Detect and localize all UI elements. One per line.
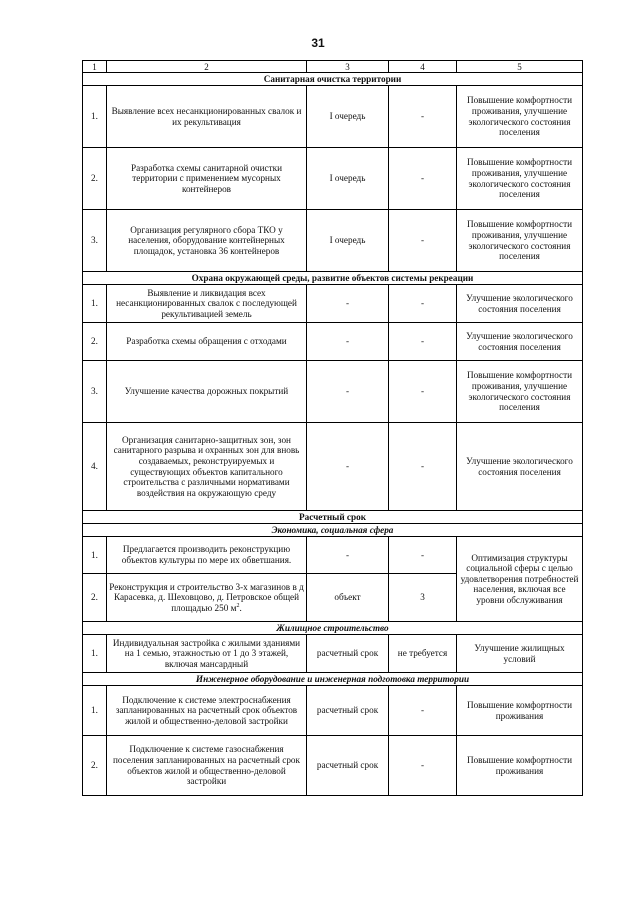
measure-term: I очередь (307, 148, 389, 210)
measure-result: Оптимизация структуры социальной сферы с целью удовлетворения потребностей населения, включая все уровни обслуживания (457, 537, 583, 622)
column-number-row (83, 61, 583, 73)
measure-result: Улучшение экологического состояния поселения (457, 323, 583, 361)
table-row (83, 210, 583, 272)
column-number: 1 (83, 61, 107, 73)
measure-quantity: - (389, 423, 457, 511)
measure-term: - (307, 323, 389, 361)
table-row (83, 635, 583, 673)
measure-description: Предлагается производить реконструкцию объектов культуры по мере их обветшания. (107, 537, 307, 574)
measure-term: I очередь (307, 86, 389, 148)
row-number: 3. (83, 210, 107, 272)
section-row (83, 524, 583, 537)
description-tail: . (239, 602, 242, 613)
measure-quantity: 3 (389, 574, 457, 622)
measure-quantity: - (389, 86, 457, 148)
measure-description: Организация санитарно-защитных зон, зон санитарного разрыва и охранных зон для вновь создаваемых, реконструируемых и существующих объектов капитального строительства с различными нормативами воздействия на окружающую среду (107, 423, 307, 511)
row-number: 1. (83, 285, 107, 323)
measure-quantity: - (389, 361, 457, 423)
measure-result: Повышение комфортности проживания (457, 736, 583, 796)
column-number: 3 (307, 61, 389, 73)
table-row (83, 86, 583, 148)
measure-result: Улучшение экологического состояния поселения (457, 285, 583, 323)
row-number: 1. (83, 635, 107, 673)
superscript: 2 (236, 602, 240, 609)
table-row (83, 537, 583, 574)
column-number: 4 (389, 61, 457, 73)
measure-quantity: - (389, 285, 457, 323)
section-title: Инженерное оборудование и инженерная подготовка территории (83, 673, 583, 686)
section-title: Санитарная очистка территории (83, 73, 583, 86)
column-number: 2 (107, 61, 307, 73)
measure-term: - (307, 361, 389, 423)
section-title: Экономика, социальная сфера (83, 524, 583, 537)
section-row (83, 673, 583, 686)
measure-description: Индивидуальная застройка с жилыми зданиями на 1 семью, этажностью от 1 до 3 этажей, включая мансардный (107, 635, 307, 673)
row-number: 3. (83, 361, 107, 423)
measure-description: Разработка схемы санитарной очистки территории с применением мусорных контейнеров (107, 148, 307, 210)
table-row (83, 361, 583, 423)
measure-quantity: - (389, 736, 457, 796)
column-number: 5 (457, 61, 583, 73)
measure-result: Улучшение экологического состояния поселения (457, 423, 583, 511)
measure-term: объект (307, 574, 389, 622)
row-number: 1. (83, 86, 107, 148)
page-number: 31 (311, 36, 325, 50)
measure-term: расчетный срок (307, 736, 389, 796)
measure-description: Улучшение качества дорожных покрытий (107, 361, 307, 423)
table-row (83, 148, 583, 210)
section-row (83, 73, 583, 86)
row-number: 1. (83, 537, 107, 574)
measure-description: Организация регулярного сбора ТКО у населения, оборудование контейнерных площадок, установка 36 контейнеров (107, 210, 307, 272)
section-row (83, 272, 583, 285)
measure-quantity: - (389, 148, 457, 210)
measures-table (82, 60, 583, 796)
row-number: 1. (83, 686, 107, 736)
measure-term: расчетный срок (307, 635, 389, 673)
table-row (83, 423, 583, 511)
table-row (83, 736, 583, 796)
section-title: Охрана окружающей среды, развитие объектов системы рекреации (83, 272, 583, 285)
measure-description (107, 574, 307, 622)
measure-quantity: - (389, 686, 457, 736)
row-number: 2. (83, 323, 107, 361)
measure-description: Подключение к системе электроснабжения запланированных на расчетный срок объектов жилой и общественно-деловой застройки (107, 686, 307, 736)
row-number: 2. (83, 574, 107, 622)
measure-term: - (307, 285, 389, 323)
measure-description: Подключение к системе газоснабжения поселения запланированных на расчетный срок объектов жилой и общественно-деловой застройки (107, 736, 307, 796)
measure-quantity: не требуется (389, 635, 457, 673)
description-text: Реконструкция и строительство 3-х магазинов в д Карасевка, д. Шеховцово, д. Петровское общей площадью 250 м (109, 581, 304, 613)
measure-description: Выявление всех несанкционированных свалок и их рекультивация (107, 86, 307, 148)
section-row (83, 622, 583, 635)
measure-quantity: - (389, 537, 457, 574)
measure-description: Выявление и ликвидация всех несанкционированных свалок с последующей рекультивацией земель (107, 285, 307, 323)
measure-result: Улучшение жилищных условий (457, 635, 583, 673)
measure-term: расчетный срок (307, 686, 389, 736)
measure-term: - (307, 537, 389, 574)
measure-term: - (307, 423, 389, 511)
measure-result: Повышение комфортности проживания (457, 686, 583, 736)
measure-quantity: - (389, 323, 457, 361)
table-row (83, 285, 583, 323)
row-number: 2. (83, 148, 107, 210)
row-number: 4. (83, 423, 107, 511)
measure-quantity: - (389, 210, 457, 272)
table-row (83, 686, 583, 736)
table-row (83, 323, 583, 361)
measure-description: Разработка схемы обращения с отходами (107, 323, 307, 361)
section-title: Жилищное строительство (83, 622, 583, 635)
measure-term: I очередь (307, 210, 389, 272)
measure-result: Повышение комфортности проживания, улучшение экологического состояния поселения (457, 148, 583, 210)
measure-result: Повышение комфортности проживания, улучшение экологического состояния поселения (457, 361, 583, 423)
section-title: Расчетный срок (83, 511, 583, 524)
row-number: 2. (83, 736, 107, 796)
measure-result: Повышение комфортности проживания, улучшение экологического состояния поселения (457, 86, 583, 148)
measure-result: Повышение комфортности проживания, улучшение экологического состояния поселения (457, 210, 583, 272)
section-row (83, 511, 583, 524)
